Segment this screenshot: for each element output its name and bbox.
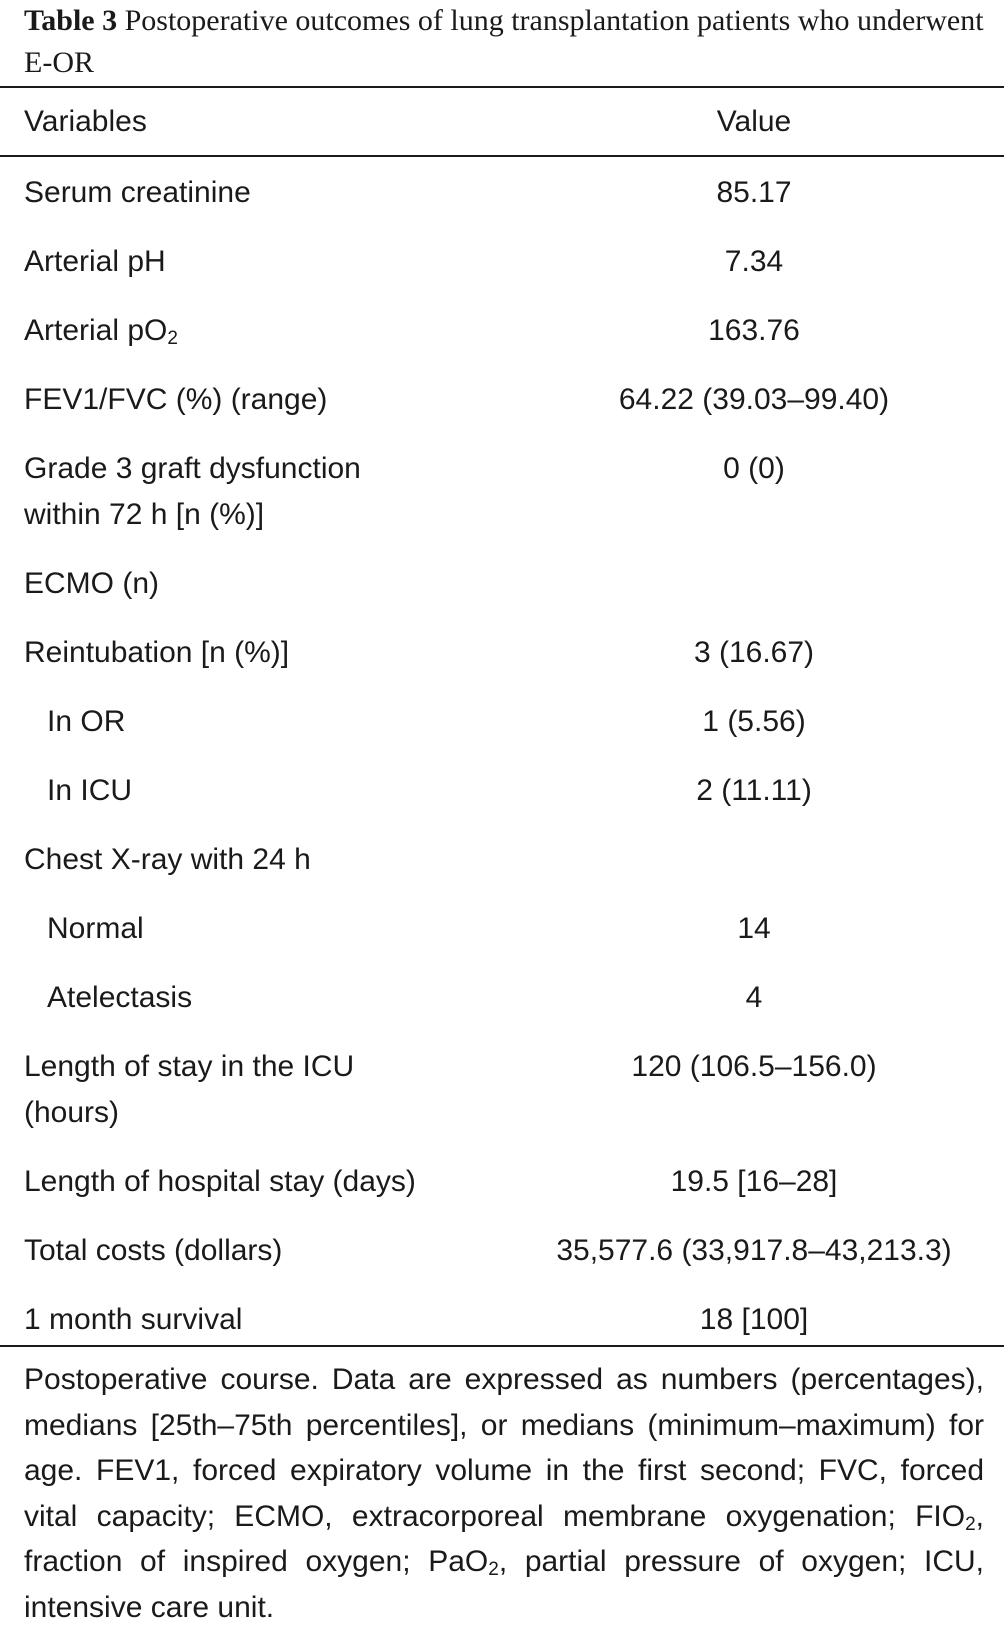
table-row (0, 561, 1004, 630)
row-variable (24, 308, 504, 354)
table-row (0, 1228, 1004, 1297)
table-label: Table 3 (24, 4, 118, 37)
table-header-rule (0, 155, 1004, 157)
row-value: 2 (11.11) (696, 774, 812, 807)
table-bottom-rule (0, 1345, 1004, 1347)
row-variable: ECMO (n) (24, 567, 159, 600)
table-row (0, 906, 1004, 975)
subscript: 2 (965, 1513, 976, 1535)
row-value: 1 (5.56) (702, 705, 806, 738)
row-value: 64.22 (39.03–99.40) (618, 383, 890, 416)
table-title: Postoperative outcomes of lung transplantation patients who underwent E-OR (24, 4, 984, 79)
footnote-text: Postoperative course. Data are expressed as numbers (percentages), medians [25th–75th percentiles], or medians (minimum–maximum) for age. FEV1, forced expiratory volume in the first second; FVC, forced vital capacity; ECMO, extracorporeal membrane oxygenation; FIO (24, 1363, 984, 1533)
table-row (0, 768, 1004, 837)
table-row (0, 377, 1004, 446)
row-value: 120 (106.5–156.0) (631, 1050, 877, 1083)
row-value: 3 (16.67) (693, 636, 815, 669)
table-row (0, 975, 1004, 1044)
footnote-text: , fraction of inspired oxygen; PaO (24, 1499, 984, 1578)
row-value: 18 [100] (699, 1303, 809, 1336)
row-variable: Arterial pH (24, 245, 166, 278)
row-variable: Length of hospital stay (days) (24, 1165, 416, 1198)
row-variable: Serum creatinine (24, 176, 251, 209)
row-value: 4 (745, 981, 763, 1014)
row-variable: Length of stay in the ICU (hours) (24, 1050, 355, 1129)
subscript: 2 (488, 1559, 499, 1580)
row-value: 35,577.6 (33,917.8–43,213.3) (556, 1234, 952, 1267)
table-caption (24, 0, 984, 84)
row-value: 14 (737, 912, 771, 945)
table-top-rule (0, 86, 1004, 88)
table-row (0, 1297, 1004, 1366)
row-variable: Chest X-ray with 24 h (24, 843, 311, 876)
row-variable: Grade 3 graft dysfunction within 72 h [n (%)] (24, 452, 361, 531)
row-variable-text: Arterial pO (24, 314, 168, 347)
row-value: 85.17 (716, 176, 792, 209)
table-row (0, 446, 1004, 561)
row-value: 19.5 [16–28] (670, 1165, 838, 1198)
table-row (0, 170, 1004, 239)
row-variable: 1 month survival (24, 1303, 243, 1336)
table-row (0, 837, 1004, 906)
table-header-row (0, 100, 1004, 144)
row-variable: FEV1/FVC (%) (range) (24, 383, 328, 416)
row-value: 0 (0) (723, 452, 785, 485)
row-variable: Atelectasis (47, 981, 193, 1014)
row-value: 163.76 (708, 314, 800, 347)
row-variable: In OR (47, 705, 126, 738)
table-row (0, 630, 1004, 699)
table-footnote (24, 1357, 984, 1630)
subscript: 2 (167, 328, 178, 349)
table-row (0, 1159, 1004, 1228)
row-variable: In ICU (47, 774, 133, 807)
header-value: Value (716, 105, 792, 138)
table-row (0, 699, 1004, 768)
row-value: 7.34 (724, 245, 784, 278)
table-body (0, 170, 1004, 1366)
row-variable: Reintubation [n (%)] (24, 636, 290, 669)
row-variable: Normal (47, 912, 144, 945)
table-row (0, 239, 1004, 308)
header-variables: Variables (24, 105, 147, 138)
footnote-text: , partial pressure of oxygen; ICU, intensive care unit. (24, 1545, 985, 1624)
table-row (0, 1044, 1004, 1159)
table-row (0, 308, 1004, 377)
row-variable: Total costs (dollars) (24, 1234, 283, 1267)
